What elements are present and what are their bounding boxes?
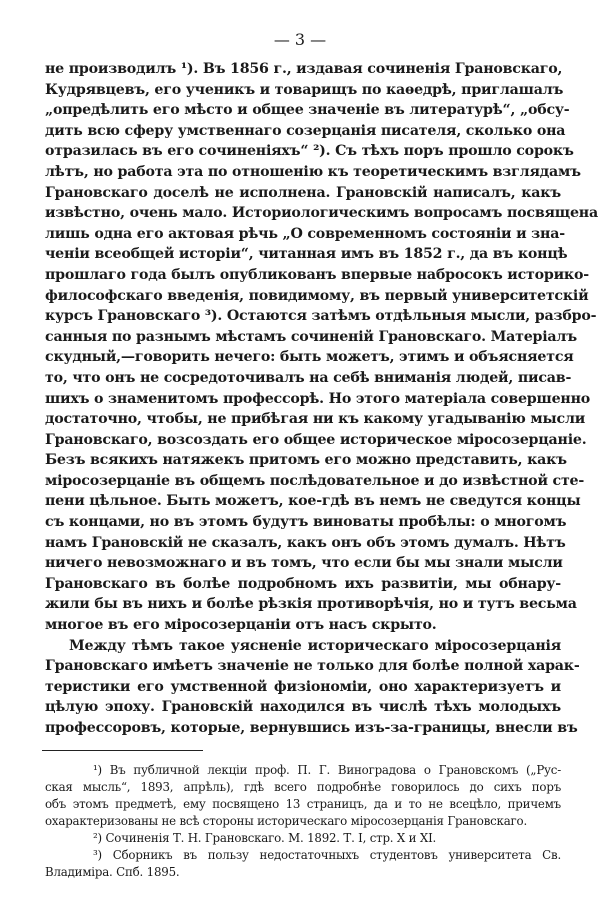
body-line: скудный,—говорить нечего: быть можетъ, этимъ и объясняется <box>45 349 574 366</box>
body-line: не производилъ ¹). Въ 1856 г., издавая сочиненія Грановскаго, <box>45 61 563 77</box>
body-line: жили бы въ нихъ и болѣе рѣзкія противорѣчія, но и тутъ весьма <box>45 596 577 613</box>
body-line: міросозерцаніе въ общемъ послѣдовательное и до извѣстной сте- <box>45 472 585 489</box>
body-line: съ концами, но въ этомъ будутъ виноваты пробѣлы: о многомъ <box>45 514 567 531</box>
body-line: теристики его умственной физіономіи, оно характеризуетъ и <box>45 678 561 695</box>
body-line: философскаго введенія, повидимому, въ первый университетскій <box>45 287 589 304</box>
body-line: дить всю сферу умственнаго созерцанія писателя, сколько она <box>45 122 566 139</box>
body-line: извѣстно, очень мало. Историологическимъ вопросамъ посвящена <box>45 205 598 222</box>
body-line: Кудрявцевъ, его ученикъ и товарищъ по каѳедрѣ, приглашалъ <box>45 81 564 98</box>
body-line: прошлаго года былъ опубликованъ впервые набросокъ историко- <box>45 266 589 283</box>
footnotes <box>45 762 561 881</box>
body-text <box>45 59 598 739</box>
footnote-line: ¹) Въ публичной лекціи проф. П. Г. Виноградова о Грановскомъ („Рус- <box>93 763 561 777</box>
body-line: курсъ Грановскаго ³). Остаются затѣмъ отдѣльныя мысли, разбро- <box>45 308 597 325</box>
body-line: профессоровъ, которые, вернувшись изъ-за-границы, внесли въ <box>45 720 578 736</box>
footnote-line: ³) Сборникъ въ пользу недостаточныхъ студентовъ университета Св. <box>93 848 561 862</box>
body-line: Грановскаго въ болѣе подробномъ ихъ развитіи, мы обнару- <box>45 575 561 592</box>
body-line: пени цѣльное. Быть можетъ, кое-гдѣ въ немъ не сведутся концы <box>45 493 581 510</box>
body-line: многое въ его міросозерцаніи отъ насъ скрыто. <box>45 617 437 634</box>
footnote-line: ская мысль“, 1893, апрѣль), гдѣ всего подробнѣе говорилось до сихъ поръ <box>45 780 561 794</box>
body-line: Грановскаго доселѣ не исполнена. Грановскій написалъ, какъ <box>45 184 561 201</box>
body-line: ничего невозможнаго и въ томъ, что если бы мы знали мысли <box>45 555 563 572</box>
body-line: Грановскаго, возсоздать его общее историческое міросозерцаніе. <box>45 431 587 448</box>
body-line: шихъ о знаменитомъ профессорѣ. Но этого матеріала совершенно <box>45 390 591 407</box>
page-number: — 3 — <box>273 30 327 49</box>
body-line: ченіи всеобщей исторіи“, читанная имъ въ 1852 г., да въ концѣ <box>45 246 568 263</box>
body-line: намъ Грановскій не сказалъ, какъ онъ объ этомъ думалъ. Нѣтъ <box>45 534 566 551</box>
footnote-line: Владиміра. Спб. 1895. <box>45 865 180 879</box>
footnote-divider <box>42 750 203 751</box>
footnote-line: ²) Сочиненія Т. Н. Грановскаго. М. 1892. Т. I, стр. X и XI. <box>93 831 437 845</box>
body-line: достаточно, чтобы, не прибѣгая ни къ какому угадыванію мысли <box>45 411 586 428</box>
body-line: отразилась въ его сочиненіяхъ“ ²). Съ тѣхъ поръ прошло сорокъ <box>45 143 574 160</box>
body-line: санныя по разнымъ мѣстамъ сочиненій Грановскаго. Матеріалъ <box>45 328 577 345</box>
body-line: цѣлую эпоху. Грановскій находился въ числѣ тѣхъ молодыхъ <box>45 699 561 716</box>
body-line: лишь одна его актовая рѣчь „О современномъ состояніи и зна- <box>45 225 565 242</box>
footnote-line: охарактеризованы не всѣ стороны историческаго міросозерцанія Грановскаго. <box>45 814 527 828</box>
body-line: „опредѣлить его мѣсто и общее значеніе въ литературѣ“, „обсу- <box>45 102 570 119</box>
body-line: лѣтъ, но работа эта по отношенію къ теоретическимъ взглядамъ <box>45 163 581 180</box>
body-line: то, что онъ не сосредоточивалъ на себѣ вниманія людей, писав- <box>45 369 572 386</box>
footnote-line: объ этомъ предметѣ, ему посвящено 13 страницъ, да и то не всецѣло, причемъ <box>45 797 561 811</box>
body-line: Между тѣмъ такое уясненіе историческаго міросозерцанія <box>69 637 561 654</box>
body-line: Грановскаго имѣетъ значеніе не только для болѣе полной харак- <box>45 658 580 675</box>
body-line: Безъ всякихъ натяжекъ притомъ его можно представить, какъ <box>45 452 567 469</box>
